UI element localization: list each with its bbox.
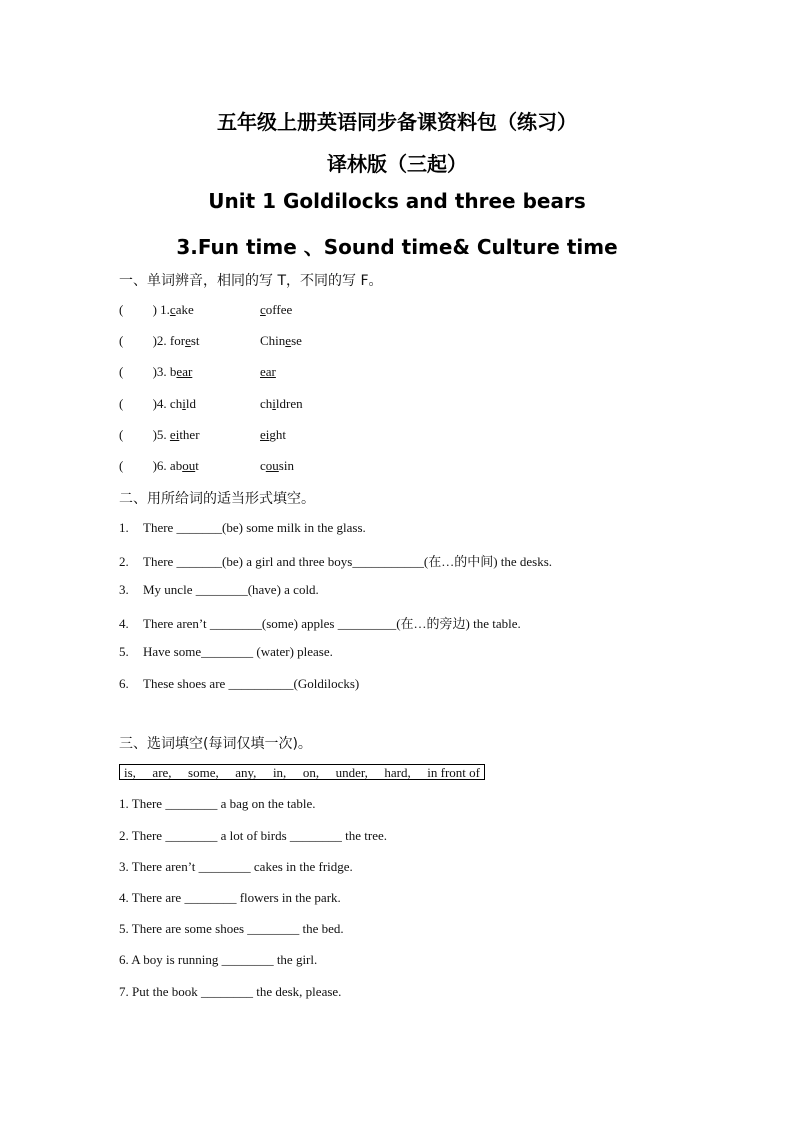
title-line-1: 五年级上册英语同步备课资料包（练习）	[217, 110, 577, 134]
word-part: c	[260, 458, 266, 473]
word-part: b	[169, 364, 177, 379]
word-2	[260, 427, 286, 443]
word-1	[170, 333, 200, 348]
word-2	[260, 458, 294, 474]
word-part: ab	[169, 458, 183, 473]
choose-item: 6. A boy is running ________ the girl.	[119, 952, 318, 967]
underlined-letters: ou	[182, 458, 196, 473]
underlined-letters: ou	[265, 458, 279, 473]
underlined-letters: e	[285, 333, 292, 348]
word-1	[170, 302, 194, 317]
choose-item: 7. Put the book ________ the desk, please.	[119, 984, 342, 999]
underlined-letters: i	[182, 396, 186, 411]
choose-item: 4. There are ________ flowers in the park.	[119, 890, 341, 905]
underlined-letters: ear	[260, 364, 276, 379]
choose-item: 3. There aren’t ________ cakes in the fridge.	[119, 859, 353, 874]
fill-item	[119, 520, 366, 536]
word-1	[170, 458, 199, 473]
word-part: ch	[169, 396, 183, 411]
underlined-letters: e	[185, 333, 191, 348]
title-line-2: 译林版（三起）	[327, 152, 467, 176]
word-part: st	[190, 333, 200, 348]
underlined-letters: i	[272, 396, 276, 411]
item-number: 6.	[119, 676, 129, 691]
word-1	[170, 396, 196, 411]
underlined-letters: ei	[260, 427, 270, 442]
word-2	[260, 396, 303, 412]
underlined-letters: c	[169, 302, 176, 317]
item-number: 1.	[119, 520, 129, 535]
word-part: offee	[265, 302, 293, 317]
underlined-letters: ei	[169, 427, 180, 442]
title-line-3: Unit 1 Goldilocks and three bears	[208, 189, 586, 213]
fill-item	[119, 644, 333, 660]
sound-item	[119, 427, 287, 443]
word-part: Chin	[260, 333, 286, 348]
sound-item	[119, 458, 294, 474]
fill-item	[119, 551, 552, 570]
word-part: sin	[278, 458, 294, 473]
item-number: ( )3.	[119, 364, 170, 379]
word-part: t	[195, 458, 199, 473]
item-text: There aren’t ________(some) apples _________(在…的旁边) the table.	[143, 616, 521, 631]
item-number: 2.	[119, 554, 129, 569]
choose-item: 5. There are some shoes ________ the bed.	[119, 921, 344, 936]
word-part: ch	[260, 396, 273, 411]
word-2	[260, 364, 276, 380]
word-bank-word: in front of	[427, 765, 480, 780]
sound-item	[119, 302, 293, 318]
fill-item	[119, 613, 521, 632]
word-bank-word: are,	[152, 765, 172, 780]
sound-item	[119, 333, 302, 349]
section3-heading: 三、选词填空(每词仅填一次)。	[119, 736, 312, 752]
word-bank	[119, 764, 485, 780]
word-part: ldren	[275, 396, 303, 411]
item-text: These shoes are __________(Goldilocks)	[143, 676, 360, 691]
word-part: ld	[185, 396, 196, 411]
word-part: ther	[179, 427, 200, 442]
fill-item	[119, 676, 359, 692]
word-bank-word: is,	[124, 765, 136, 780]
word-1	[170, 364, 192, 379]
item-number: ( )5.	[119, 427, 170, 442]
word-part: ake	[175, 302, 194, 317]
item-number: ( ) 1.	[119, 302, 170, 317]
word-2	[260, 333, 302, 349]
section2-heading: 二、用所给词的适当形式填空。	[119, 491, 315, 507]
underlined-letters: c	[260, 302, 266, 317]
word-2	[260, 302, 292, 318]
fill-item	[119, 582, 319, 598]
underlined-letters: ear	[176, 364, 193, 379]
word-bank-word: some,	[188, 765, 219, 780]
item-number: ( )4.	[119, 396, 170, 411]
item-number: 5.	[119, 644, 129, 659]
item-number: 3.	[119, 582, 129, 597]
word-part: for	[169, 333, 186, 348]
word-bank-word: on,	[302, 765, 320, 780]
item-number: 4.	[119, 616, 129, 631]
word-bank-word: under,	[335, 765, 368, 780]
choose-item: 1. There ________ a bag on the table.	[119, 796, 316, 811]
word-part: ght	[269, 427, 287, 442]
item-number: ( )2.	[119, 333, 170, 348]
sound-item	[119, 396, 303, 412]
item-text: There _______(be) a girl and three boys___________(在…的中间) the desks.	[143, 554, 553, 569]
item-text: Have some________ (water) please.	[143, 644, 333, 659]
word-bank-word: any,	[235, 765, 257, 780]
item-text: My uncle ________(have) a cold.	[143, 582, 319, 597]
word-bank-word: hard,	[384, 765, 411, 780]
title-line-4: 3.Fun time 、Sound time& Culture time	[176, 235, 618, 259]
word-bank-word: in,	[272, 765, 287, 780]
word-1	[170, 427, 200, 442]
item-text: There _______(be) some milk in the glass.	[143, 520, 366, 535]
item-number: ( )6.	[119, 458, 170, 473]
sound-item	[119, 364, 276, 380]
section1-heading: 一、单词辨音，相同的写 T，不同的写 F。	[119, 273, 383, 289]
word-part: se	[291, 333, 302, 348]
choose-item: 2. There ________ a lot of birds ________ the tree.	[119, 828, 388, 843]
